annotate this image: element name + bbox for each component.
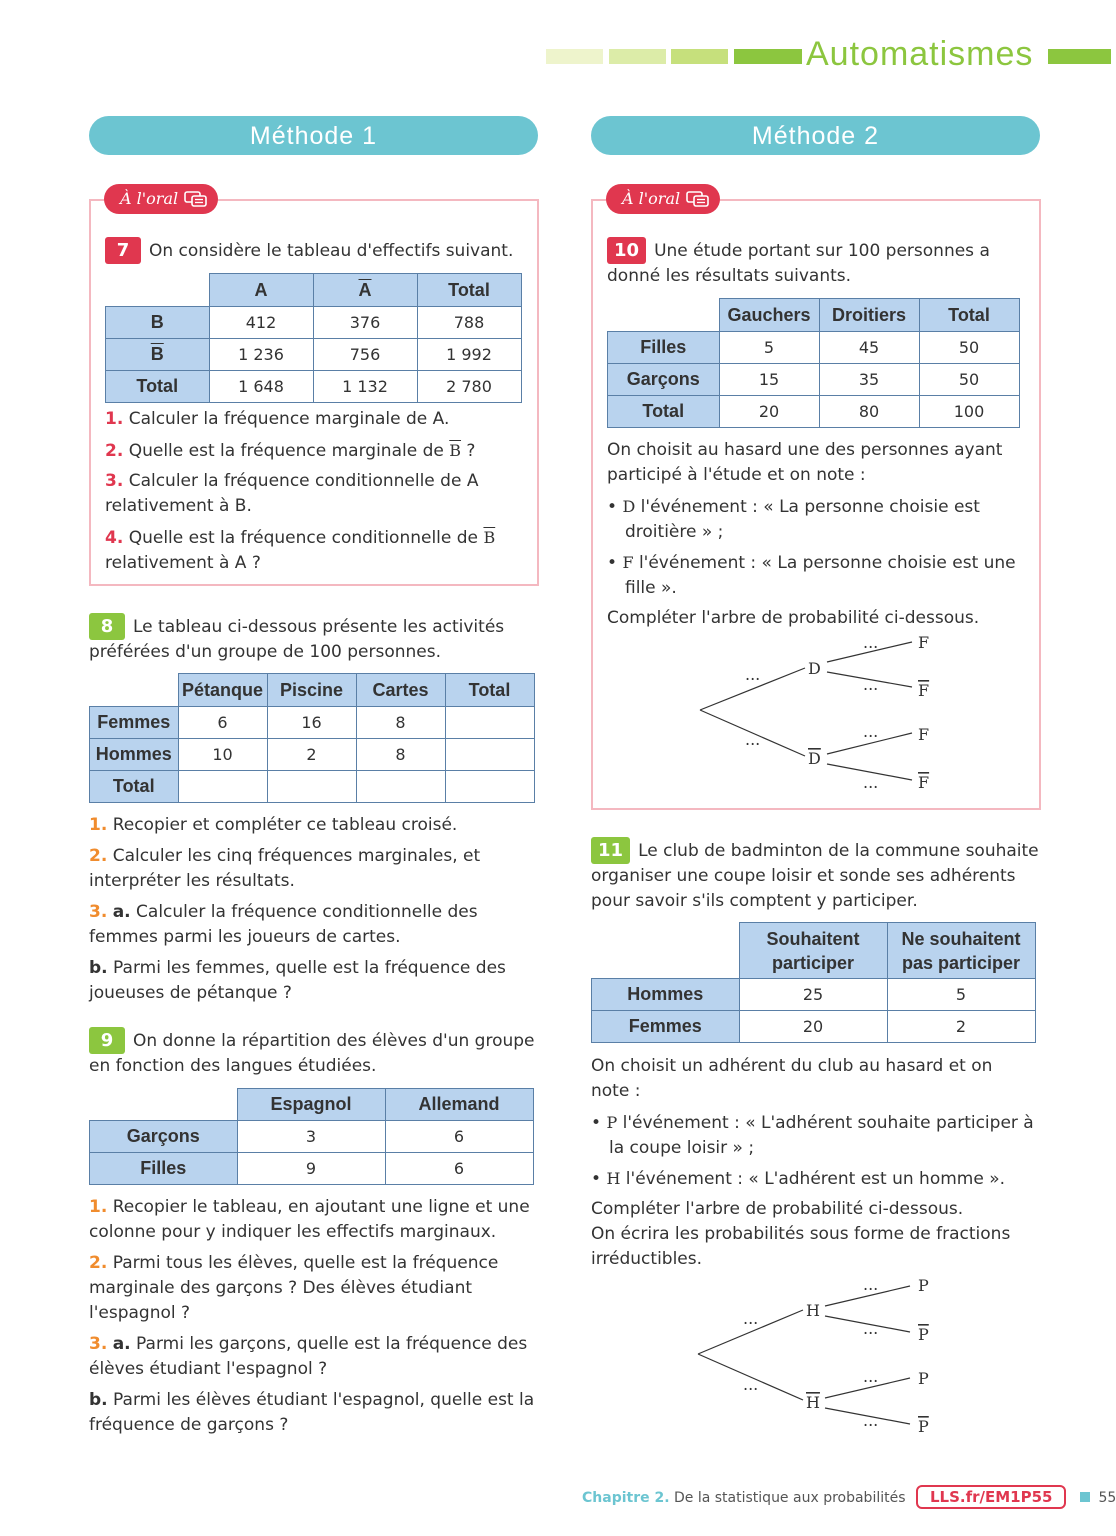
col-header-total: Total	[417, 274, 521, 307]
intro-text: On donne la répartition des élèves d'un groupe	[133, 1031, 535, 1051]
col-header: Cartes	[356, 674, 445, 707]
bullet-text: droitière » ;	[625, 522, 724, 542]
question-text: Parmi les femmes, quelle est la fréquence des	[113, 958, 506, 978]
sub-question-label: b.	[89, 1390, 108, 1410]
exercise-11-probability-tree	[688, 1272, 948, 1437]
exercise-10-instruction	[607, 606, 1032, 631]
col-header	[739, 923, 887, 979]
table-cell: 16	[267, 707, 356, 739]
table-corner	[592, 923, 740, 979]
exercise-7-question-1	[105, 407, 535, 432]
table-cell: 5	[719, 332, 819, 364]
question-text: fréquence de garçons ?	[89, 1415, 289, 1435]
exercise-8-intro	[89, 613, 539, 665]
instruction-text: Compléter l'arbre de probabilité ci-dessous.	[607, 608, 980, 628]
question-text: Recopier le tableau, en ajoutant une ligne et une	[112, 1197, 530, 1217]
table-cell: 10	[178, 739, 267, 771]
exercise-7-intro	[105, 237, 535, 264]
exercise-10-bullet-1	[607, 494, 1032, 545]
tree-leaf-not-f: F	[918, 773, 930, 792]
speech-bubble-icon	[184, 190, 208, 210]
exercise-10-table	[607, 298, 1020, 428]
tree-node-not-h: H	[806, 1393, 820, 1412]
table-cell: 9	[237, 1153, 385, 1185]
exercise-9-question-1	[89, 1195, 544, 1245]
exercise-11-table	[591, 922, 1036, 1043]
oral-badge	[606, 184, 720, 214]
event-variable: D	[622, 497, 636, 516]
question-text: femmes parmi les joueurs de cartes.	[89, 927, 401, 947]
exercise-11-text	[591, 1054, 1046, 1104]
exercise-10-intro	[607, 237, 1032, 289]
header-bar-2	[609, 49, 666, 64]
instruction-text: On écrira les probabilités sous forme de fractions	[591, 1224, 1011, 1244]
table-corner	[90, 674, 179, 707]
table-cell: 2	[267, 739, 356, 771]
tree-blank: ...	[863, 1275, 879, 1294]
exercise-7-question-4	[105, 525, 535, 576]
body-text: note :	[591, 1081, 641, 1101]
tree-blank: ...	[743, 1309, 759, 1328]
table-cell: 25	[739, 979, 887, 1011]
tree-blank: ...	[745, 665, 761, 684]
method-1-title: Méthode 1	[89, 116, 538, 155]
question-text: Calculer la fréquence conditionnelle des	[136, 902, 478, 922]
question-number: 2.	[89, 1253, 108, 1273]
exercise-10-bullet-2	[607, 550, 1032, 601]
exercise-11-instruction	[591, 1197, 1046, 1272]
question-number: 3.	[105, 471, 124, 491]
chapter-number: Chapitre 2.	[582, 1490, 670, 1506]
table-cell: 1 236	[209, 339, 313, 371]
header-bar-4	[734, 49, 802, 64]
bullet-text: fille ».	[625, 578, 677, 598]
instruction-text: Compléter l'arbre de probabilité ci-dessous.	[591, 1199, 964, 1219]
exercise-8-table	[89, 673, 535, 803]
bullet: •	[591, 1169, 602, 1189]
row-header-not-b: $\overline{B}$	[106, 339, 210, 371]
exercise-10-number: 10	[607, 237, 646, 264]
table-cell	[267, 771, 356, 803]
question-text: Recopier et compléter ce tableau croisé.	[112, 815, 458, 835]
col-header: Espagnol	[237, 1089, 385, 1121]
table-cell: 6	[385, 1153, 533, 1185]
intro-text: organiser une coupe loisir et sonde ses adhérents	[591, 866, 1016, 886]
question-text: Calculer la fréquence marginale de A.	[128, 409, 450, 429]
table-corner	[106, 274, 210, 307]
question-text: ?	[466, 441, 476, 461]
question-text: colonne pour y indiquer les effectifs marginaux.	[89, 1222, 497, 1242]
bullet: •	[591, 1113, 602, 1133]
table-cell: 1 992	[417, 339, 521, 371]
exercise-7-table	[105, 273, 522, 403]
row-header: Garçons	[608, 364, 720, 396]
bullet: •	[607, 553, 618, 573]
table-corner	[608, 299, 720, 332]
question-text: relativement à B.	[105, 496, 252, 516]
table-cell: 20	[739, 1011, 887, 1043]
exercise-9-table	[89, 1088, 534, 1185]
table-cell	[445, 771, 534, 803]
speech-bubble-icon	[686, 190, 710, 210]
body-text: On choisit un adhérent du club au hasard et on	[591, 1056, 993, 1076]
question-text: élèves étudiant l'espagnol ?	[89, 1359, 328, 1379]
question-number: 2.	[105, 441, 124, 461]
intro-text: pour savoir s'ils comptent y participer.	[591, 891, 918, 911]
col-header: Allemand	[385, 1089, 533, 1121]
table-cell	[445, 739, 534, 771]
table-cell: 80	[819, 396, 919, 428]
body-text: participé à l'étude et on note :	[607, 465, 866, 485]
header-bar-3	[671, 49, 728, 64]
row-header: Garçons	[90, 1121, 238, 1153]
question-text: Parmi les élèves étudiant l'espagnol, quelle est la	[113, 1390, 535, 1410]
exercise-8-question-3a	[89, 900, 539, 950]
exercise-8-number: 8	[89, 613, 125, 640]
event-variable: F	[622, 553, 634, 572]
row-header: Filles	[90, 1153, 238, 1185]
tree-leaf-p: P	[918, 1276, 929, 1295]
col-header: Gauchers	[719, 299, 819, 332]
table-cell: 100	[919, 396, 1019, 428]
intro-text: en fonction des langues étudiées.	[89, 1056, 377, 1076]
question-text: interpréter les résultats.	[89, 871, 295, 891]
col-header-line: Souhaitent	[766, 928, 860, 949]
col-header-line: Ne souhaitent	[901, 928, 1021, 949]
tree-blank: ...	[863, 1411, 879, 1430]
instruction-text: irréductibles.	[591, 1249, 703, 1269]
method-2-title: Méthode 2	[591, 116, 1040, 155]
exercise-11-bullet-1	[591, 1110, 1046, 1161]
col-header: Pétanque	[178, 674, 267, 707]
question-text: Calculer les cinq fréquences marginales, et	[112, 846, 481, 866]
body-text: On choisit au hasard une des personnes ayant	[607, 440, 1003, 460]
table-cell: 376	[313, 307, 417, 339]
header-bar-5	[1048, 49, 1111, 64]
row-header: Femmes	[90, 707, 179, 739]
tree-blank: ...	[863, 633, 879, 652]
question-text: Parmi les garçons, quelle est la fréquence des	[136, 1334, 528, 1354]
table-cell: 788	[417, 307, 521, 339]
exercise-7-question-2	[105, 438, 535, 464]
table-cell: 1 132	[313, 371, 417, 403]
sub-question-label: b.	[89, 958, 108, 978]
tree-leaf-not-f: F	[918, 681, 930, 700]
page-square-icon	[1080, 1492, 1090, 1502]
table-cell: 412	[209, 307, 313, 339]
tree-leaf-p: P	[918, 1369, 929, 1388]
table-cell: 756	[313, 339, 417, 371]
question-number: 3.	[89, 1334, 108, 1354]
exercise-9-intro	[89, 1027, 544, 1079]
question-text: l'espagnol ?	[89, 1303, 191, 1323]
row-header-b: B	[106, 307, 210, 339]
exercise-11-intro	[591, 837, 1046, 914]
bullet: •	[607, 497, 618, 517]
tree-blank: ...	[863, 1367, 879, 1386]
tree-node-h: H	[806, 1301, 820, 1320]
col-header-not-a: $\overline{A}$	[313, 274, 417, 307]
bullet-text: l'événement : « La personne choisie est	[640, 497, 980, 517]
table-cell: 6	[178, 707, 267, 739]
row-header: Total	[608, 396, 720, 428]
table-cell: 5	[887, 979, 1035, 1011]
exercise-11-bullet-2	[591, 1166, 1046, 1192]
tree-blank: ...	[863, 1319, 879, 1338]
question-text: joueuses de pétanque ?	[89, 983, 292, 1003]
section-title: Automatismes	[806, 35, 1034, 73]
exercise-8-question-3b	[89, 956, 539, 1006]
tree-leaf-f: F	[918, 633, 930, 652]
table-cell	[356, 771, 445, 803]
question-text: marginale des garçons ? Des élèves étudiant	[89, 1278, 473, 1298]
exercise-10-probability-tree	[690, 630, 950, 795]
intro-text: donné les résultats suivants.	[607, 266, 852, 286]
exercise-7-intro-text: On considère le tableau d'effectifs suivant.	[149, 241, 514, 261]
exercise-7-question-3	[105, 469, 535, 519]
row-header: Total	[90, 771, 179, 803]
question-number: 1.	[105, 409, 124, 429]
intro-text: Le tableau ci-dessous présente les activités	[133, 617, 505, 637]
oral-label: À l'oral	[622, 189, 681, 208]
bullet-text: l'événement : « L'adhérent souhaite participer à	[622, 1113, 1034, 1133]
tree-blank: ...	[863, 773, 879, 792]
exercise-9-number: 9	[89, 1027, 125, 1054]
table-cell: 50	[919, 364, 1019, 396]
chapter-title: De la statistique aux probabilités	[674, 1490, 906, 1506]
resource-link[interactable]: LLS.fr/EM1P55	[916, 1485, 1067, 1509]
question-text: Quelle est la fréquence marginale de	[128, 441, 444, 461]
col-header-line: pas participer	[901, 952, 1021, 973]
oral-label: À l'oral	[120, 189, 179, 208]
table-corner	[90, 1089, 238, 1121]
table-cell: 35	[819, 364, 919, 396]
table-cell	[445, 707, 534, 739]
col-header: Total	[919, 299, 1019, 332]
sub-question-label: a.	[112, 902, 131, 922]
event-variable: P	[606, 1113, 618, 1132]
tree-blank: ...	[863, 722, 879, 741]
exercise-9-question-3a	[89, 1332, 544, 1382]
table-cell: 45	[819, 332, 919, 364]
question-text: relativement à A ?	[105, 553, 261, 573]
col-header: Total	[445, 674, 534, 707]
tree-blank: ...	[743, 1375, 759, 1394]
tree-node-not-d: D	[808, 749, 821, 768]
exercise-9-question-2	[89, 1251, 544, 1326]
question-number: 1.	[89, 1197, 108, 1217]
page-number: 55	[1098, 1490, 1116, 1506]
question-number: 1.	[89, 815, 108, 835]
row-header-total: Total	[106, 371, 210, 403]
table-cell: 2	[887, 1011, 1035, 1043]
table-cell: 8	[356, 707, 445, 739]
table-cell: 3	[237, 1121, 385, 1153]
question-text: Calculer la fréquence conditionnelle de A	[128, 471, 479, 491]
bullet-text: l'événement : « L'adhérent est un homme ».	[625, 1169, 1006, 1189]
col-header-line: participer	[771, 952, 855, 973]
tree-blank: ...	[863, 675, 879, 694]
tree-leaf-not-p: P	[918, 1417, 929, 1436]
bullet-text: l'événement : « La personne choisie est une	[638, 553, 1016, 573]
tree-leaf-f: F	[918, 725, 930, 744]
footer	[582, 1485, 1116, 1509]
tree-node-d: D	[808, 659, 821, 678]
col-header: Droitiers	[819, 299, 919, 332]
question-number: 2.	[89, 846, 108, 866]
oral-badge	[104, 184, 218, 214]
exercise-9-question-3b	[89, 1388, 544, 1438]
bullet-text: la coupe loisir » ;	[609, 1138, 755, 1158]
intro-text: Le club de badminton de la commune souhaite	[638, 841, 1039, 861]
event-not-b: $\overline{B}$	[483, 528, 496, 547]
exercise-8-question-1	[89, 813, 539, 838]
event-not-b: $\overline{B}$	[449, 441, 462, 460]
table-cell: 20	[719, 396, 819, 428]
row-header: Femmes	[592, 1011, 740, 1043]
exercise-11-number: 11	[591, 837, 630, 864]
col-header	[887, 923, 1035, 979]
sub-question-label: a.	[112, 1334, 131, 1354]
exercise-7-number: 7	[105, 237, 141, 264]
table-cell: 1 648	[209, 371, 313, 403]
table-cell: 50	[919, 332, 1019, 364]
header-bar-1	[546, 49, 603, 64]
tree-blank: ...	[745, 730, 761, 749]
exercise-8-question-2	[89, 844, 539, 894]
tree-leaf-not-p: P	[918, 1325, 929, 1344]
question-number: 4.	[105, 528, 124, 548]
row-header: Hommes	[592, 979, 740, 1011]
table-cell: 6	[385, 1121, 533, 1153]
question-number: 3.	[89, 902, 108, 922]
event-variable: H	[606, 1169, 621, 1188]
question-text: Quelle est la fréquence conditionnelle de	[128, 528, 479, 548]
table-cell: 8	[356, 739, 445, 771]
intro-text: Une étude portant sur 100 personnes a	[654, 241, 990, 261]
table-cell: 2 780	[417, 371, 521, 403]
intro-text: préférées d'un groupe de 100 personnes.	[89, 642, 442, 662]
exercise-10-text	[607, 438, 1032, 488]
col-header: Piscine	[267, 674, 356, 707]
question-text: Parmi tous les élèves, quelle est la fréquence	[112, 1253, 499, 1273]
table-cell	[178, 771, 267, 803]
row-header: Filles	[608, 332, 720, 364]
row-header: Hommes	[90, 739, 179, 771]
col-header-a: A	[209, 274, 313, 307]
table-cell: 15	[719, 364, 819, 396]
